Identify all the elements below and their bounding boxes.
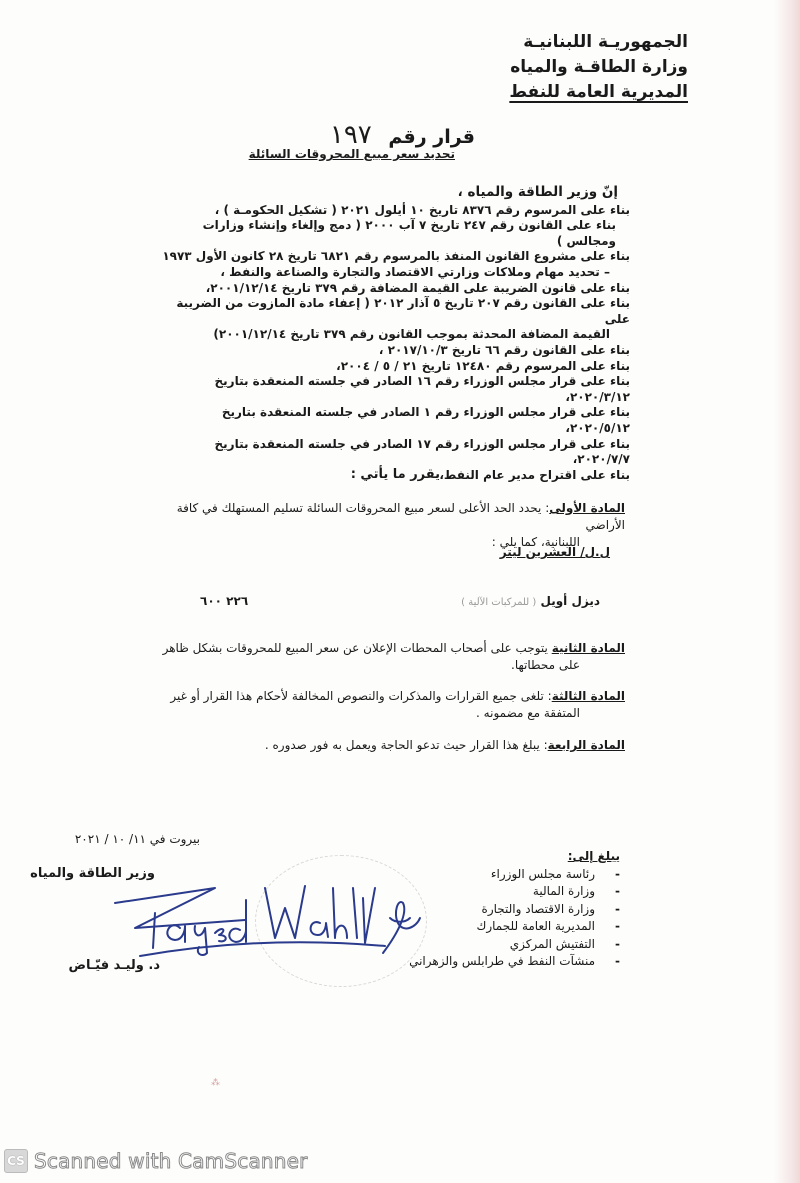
preamble-line: بناء على قانون الضريبة على القيمة المضافة رقم ٣٧٩ تاريخ ٢٠٠١/١٢/١٤، [205, 280, 630, 295]
minister-name: د. وليـد فيّـاض [68, 958, 160, 973]
article-label: المادة الثالثة [551, 689, 625, 703]
article-label: المادة الثانية [551, 641, 625, 655]
preamble-line: بناء على قرار مجلس الوزراء رقم ١٧ الصادر في جلسته المنعقدة بتاريخ ٢٠٢٠/٧/٧، [214, 436, 630, 467]
camscanner-logo-icon: CS [4, 1149, 28, 1173]
price-unit-header: ل.ل/ العشرين ليتر [499, 545, 610, 559]
decision-subject: تحديد سعر مبيع المحروقات السائلة [248, 147, 455, 161]
preamble-line: بناء على القانون رقم ٢٠٧ تاريخ ٥ آذار ٢٠١٢ ( إعفاء مادة المازوت من الضريبة على [176, 296, 630, 326]
decision-number: ١٩٧ [329, 120, 372, 150]
article-text: : تلغى جميع القرارات والمذكرات والنصوص المخالفة لأحكام هذا القرار أو غير [170, 689, 552, 703]
preamble-line: بناء على مشروع القانون المنفذ بالمرسوم رقم ٦٨٢١ تاريخ ٢٨ كانون الأول ١٩٧٣ [162, 249, 630, 264]
faint-mark: ⁂ [211, 1078, 220, 1088]
preamble-line: القيمة المضافة المحدثة بموجب القانون رقم ٣٧٩ تاريخ ٢٠٠١/١٢/١٤) [213, 327, 610, 342]
article-2 [155, 640, 625, 674]
article-text: : يحدد الحد الأعلى لسعر مبيع المحروقات السائلة تسليم المستهلك في كافة الأراضي [176, 501, 625, 532]
article-label: المادة الأولى [549, 501, 625, 515]
notify-item: - وزارة الاقتصاد والتجارة [390, 901, 620, 919]
decision-label: قرار رقم [388, 126, 475, 148]
preamble-line: بناء على اقتراح مدير عام النفط، [439, 467, 630, 482]
decision-title [330, 120, 475, 150]
article-text: يتوجب على أصحاب المحطات الإعلان عن سعر المبيع للمحروقات بشكل ظاهر [162, 641, 552, 655]
fuel-note: ( للمركبات الآلية ) [461, 597, 537, 608]
fuel-name [461, 594, 600, 608]
fuel-label: ديزل أويل [540, 594, 600, 608]
letterhead-directorate: المديرية العامة للنفط [509, 82, 688, 102]
letterhead-ministry: وزارة الطاقـة والمياه [510, 57, 688, 77]
preamble-line: بناء على المرسوم رقم ١٢٤٨٠ تاريخ ٢١ / ٥ / ٢٠٠٤، [336, 358, 630, 373]
page-edge-shadow [774, 0, 800, 1183]
preamble-line: بناء على قرار مجلس الوزراء رقم ١٦ الصادر في جلسته المنعقدة بتاريخ ٢٠٢٠/٣/١٢، [214, 374, 630, 404]
letterhead [509, 30, 688, 105]
fuel-price: ٢٢٦ ٦٠٠ [200, 594, 249, 608]
preamble-line: بناء على المرسوم رقم ٨٣٧٦ تاريخ ١٠ أيلول ٢٠٢١ ( تشكيل الحكومـة ) ، [214, 202, 630, 217]
notify-item: - منشآت النفط في طرابلس والزهراني [390, 953, 620, 971]
article-text-cont: على محطاتها. [511, 658, 580, 672]
article-1 [155, 500, 625, 551]
article-text: : يبلغ هذا القرار حيث تدعو الحاجة ويعمل به فور صدوره . [264, 738, 548, 752]
notify-item: - التفتيش المركزي [390, 936, 620, 954]
notify-item: - رئاسة مجلس الوزراء [390, 866, 620, 884]
article-4 [155, 737, 625, 754]
preamble-line: بناء على القانون رقم ٢٤٧ تاريخ ٧ آب ٢٠٠٠ ( دمج وإلغاء وإنشاء وزارات ومجالس ) [202, 218, 616, 248]
preamble-line: – تحديد مهام وملاكات وزارتي الاقتصاد والتجارة والصناعة والنفط ، [220, 264, 610, 279]
article-3 [155, 688, 625, 722]
issue-date: بيروت في ١١/ ١٠ / ٢٠٢١ [74, 832, 200, 846]
article-text-cont: المتفقة مع مضمونه . [476, 706, 580, 720]
preamble [160, 185, 630, 483]
camscanner-watermark [4, 1146, 308, 1176]
notify-item: - وزارة المالية [390, 883, 620, 901]
decides-heading: يقرر ما يأتي : [350, 467, 440, 482]
article-text-cont: اللبنانية، كما يلي : [491, 535, 580, 549]
camscanner-text: Scanned with CamScanner [34, 1149, 308, 1173]
notify-heading: يبلغ إلى: [567, 849, 620, 863]
notify-list [390, 848, 620, 971]
notify-item: - المديرية العامة للجمارك [390, 918, 620, 936]
minister-title: وزير الطاقة والمياه [30, 866, 155, 881]
preamble-minister: إنّ وزير الطاقة والمياه ، [457, 184, 618, 200]
preamble-line: بناء على القانون رقم ٦٦ تاريخ ٢٠١٧/١٠/٣ ، [378, 342, 630, 357]
preamble-line: بناء على قرار مجلس الوزراء رقم ١ الصادر في جلسته المنعقدة بتاريخ ٢٠٢٠/٥/١٢، [221, 405, 630, 435]
article-label: المادة الرابعة [547, 738, 625, 752]
letterhead-republic: الجمهوريـة اللبنانيـة [523, 32, 688, 52]
